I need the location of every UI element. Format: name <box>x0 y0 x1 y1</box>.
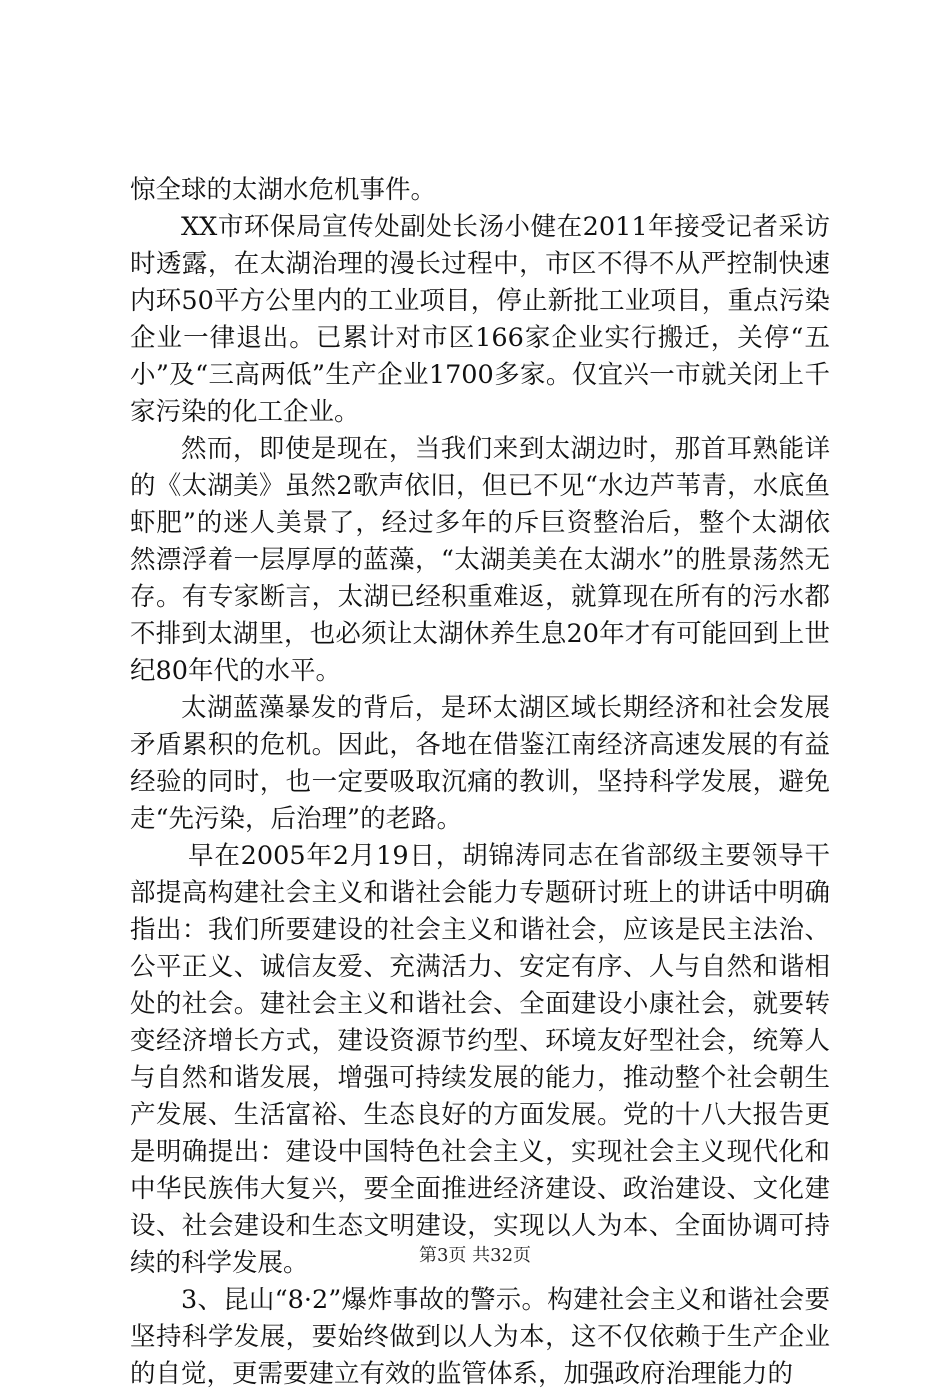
document-body <box>130 172 830 1393</box>
paragraph-kunshan-explosion: 3、昆山“8·2”爆炸事故的警示。构建社会主义和谐社会要坚持科学发展，要始终做到以人为本，这不仅依赖于生产企业的自觉，更需要建立有效的监管体系，加强政府治理能力的 <box>130 1285 830 1389</box>
paragraph-bluealgae-crisis: 太湖蓝藻暴发的背后，是环太湖区域长期经济和社会发展矛盾累积的危机。因此，各地在借鉴江南经济高速发展的有益经验的同时，也一定要吸取沉痛的教训，坚持科学发展，避免走“先污染，后治理”的老路。 <box>130 693 830 834</box>
paragraph-taihu-beauty: 然而，即使是现在，当我们来到太湖边时，那首耳熟能详的《太湖美》虽然2歌声依旧，但已不见“水边芦苇青，水底鱼虾肥”的迷人美景了，经过多年的斥巨资整治后，整个太湖依然漂浮着一层厚厚的蓝藻，“太湖美美在太湖水”的胜景荡然无存。有专家断言，太湖已经积重难返，就算现在所有的污水都不排到太湖里，也必须让太湖休养生息20年才有可能回到上世纪80年代的水平。 <box>130 434 830 686</box>
page-number-footer: 第3页 共32页 <box>418 1245 532 1266</box>
paragraph-harmonious-society: 早在2005年2月19日，胡锦涛同志在省部级主要领导干部提高构建社会主义和谐社会能力专题研讨班上的讲话中明确指出：我们所要建设的社会主义和谐社会，应该是民主法治、公平正义、诚信友爱、充满活力、安定有序、人与自然和谐相处的社会。建社会主义和谐社会、全面建设小康社会，就要转变经济增长方式，建设资源节约型、环境友好型社会，统筹人与自然和谐发展，增强可持续发展的能力，推动整个社会朝生产发展、生活富裕、生态良好的方面发展。党的十八大报告更是明确提出：建设中国特色社会主义，实现社会主义现代化和中华民族伟大复兴，要全面推进经济建设、政治建设、文化建设、社会建设和生态文明建设，实现以人为本、全面协调可持续的科学发展。 <box>130 841 830 1278</box>
paragraph-continuation: 惊全球的太湖水危机事件。 <box>130 175 437 205</box>
paragraph-environment-bureau: XX市环保局宣传处副处长汤小健在2011年接受记者采访时透露，在太湖治理的漫长过程中，市区不得不从严控制快速内环50平方公里内的工业项目，停止新批工业项目，重点污染企业一律退出。已累计对市区166家企业实行搬迁，关停“五小”及“三高两低”生产企业1700多家。仅宜兴一市就关闭上千家污染的化工企业。 <box>130 212 830 427</box>
